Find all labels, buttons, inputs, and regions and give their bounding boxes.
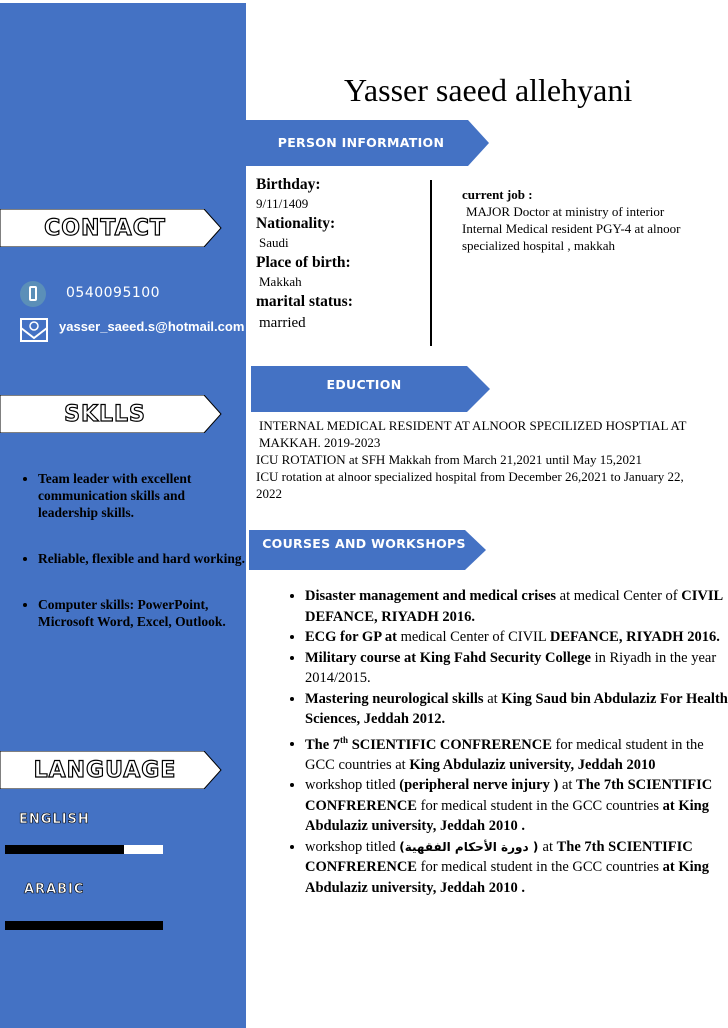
current-job	[462, 186, 712, 254]
current-job-line: Internal Medical resident PGY-4 at alnoor specialized hospital , makkah	[462, 221, 681, 253]
language-arabic-label: ARABIC	[24, 882, 85, 897]
course-item: • workshop titled (peripheral nerve injury ) at The 7th SCIENTIFIC CONFRERENCE for medical student in the GCC countries at King Abdulaziz university, Jeddah 2010 .	[305, 775, 728, 837]
education-line: ICU ROTATION at SFH Makkah from March 21,2021 until May 15,2021	[256, 452, 643, 467]
language-english-label: ENGLISH	[19, 812, 90, 827]
education-line: INTERNAL MEDICAL RESIDENT AT ALNOOR SPECILIZED HOSPTIAL AT MAKKAH. 2019-2023	[259, 418, 687, 450]
language-arabic-bar	[5, 921, 163, 930]
resume-name: Yasser saeed allehyani	[344, 72, 633, 108]
email-icon	[20, 318, 48, 342]
current-job-line: MAJOR Doctor at ministry of interior	[466, 204, 665, 219]
course-item: • Mastering neurological skills at King Saud bin Abdulaziz For Health Sciences, Jeddah 2012.	[305, 689, 728, 730]
person-info-heading: PERSON INFORMATION	[277, 135, 445, 150]
courses-list	[283, 586, 728, 898]
skills-heading-ribbon	[0, 395, 222, 433]
course-item: • The 7th SCIENTIFIC CONFRERENCE for medical student in the GCC countries at King Abdulaziz university, Jeddah 2010	[305, 730, 728, 776]
courses-heading: COURSES AND WORKSHOPS	[262, 536, 466, 551]
birthday-label: Birthday:	[256, 176, 321, 193]
place-of-birth-label: Place of birth:	[256, 254, 351, 271]
language-heading: LANGUAGE	[33, 758, 177, 783]
course-item: • workshop titled (دورة الأحكام الفقهية ) at The 7th SCIENTIFIC CONFRERENCE for medical student in the GCC countries at King Abdulaziz university, Jeddah 2010 .	[305, 837, 728, 899]
contact-heading-ribbon	[0, 209, 222, 247]
phone-number: 0540095100	[66, 285, 161, 301]
nationality-label: Nationality:	[256, 215, 336, 232]
email-address[interactable]: yasser_saeed.s@hotmail.com	[59, 319, 245, 334]
course-item: • Disaster management and medical crises at medical Center of CIVIL DEFANCE, RIYADH 2016.	[305, 586, 728, 627]
course-item: • Military course at King Fahd Security College in Riyadh in the year 2014/2015.	[305, 648, 728, 689]
education-header	[251, 366, 491, 412]
contact-heading: CONTACT	[44, 216, 166, 241]
phone-icon	[20, 281, 46, 307]
education-details	[256, 417, 696, 502]
skills-heading: SKLLS	[64, 402, 146, 427]
skills-list	[16, 470, 248, 659]
courses-header	[249, 530, 489, 576]
education-line: ICU rotation at alnoor specialized hospital from December 26,2021 to January 22, 2022	[256, 469, 684, 501]
course-item: • ECG for GP at medical Center of CIVIL DEFANCE, RIYADH 2016.	[305, 627, 728, 648]
language-heading-ribbon	[0, 751, 222, 789]
birthday-value: 9/11/1409	[256, 196, 309, 211]
personal-details	[256, 175, 428, 335]
marital-status-value: married	[259, 315, 306, 331]
place-of-birth-value: Makkah	[259, 274, 302, 289]
person-info-header	[246, 120, 490, 166]
education-heading: EDUCTION	[326, 377, 402, 392]
divider	[430, 180, 432, 346]
skill-item: • Computer skills: PowerPoint, Microsoft Word, Excel, Outlook.	[38, 596, 248, 630]
marital-status-label: marital status:	[256, 293, 353, 310]
current-job-label: current job :	[462, 187, 533, 202]
nationality-value: Saudi	[259, 235, 289, 250]
language-english-bar	[5, 845, 163, 854]
skill-item: • Reliable, flexible and hard working.	[38, 550, 248, 567]
skill-item: • Team leader with excellent communication skills and leadership skills.	[38, 470, 248, 521]
